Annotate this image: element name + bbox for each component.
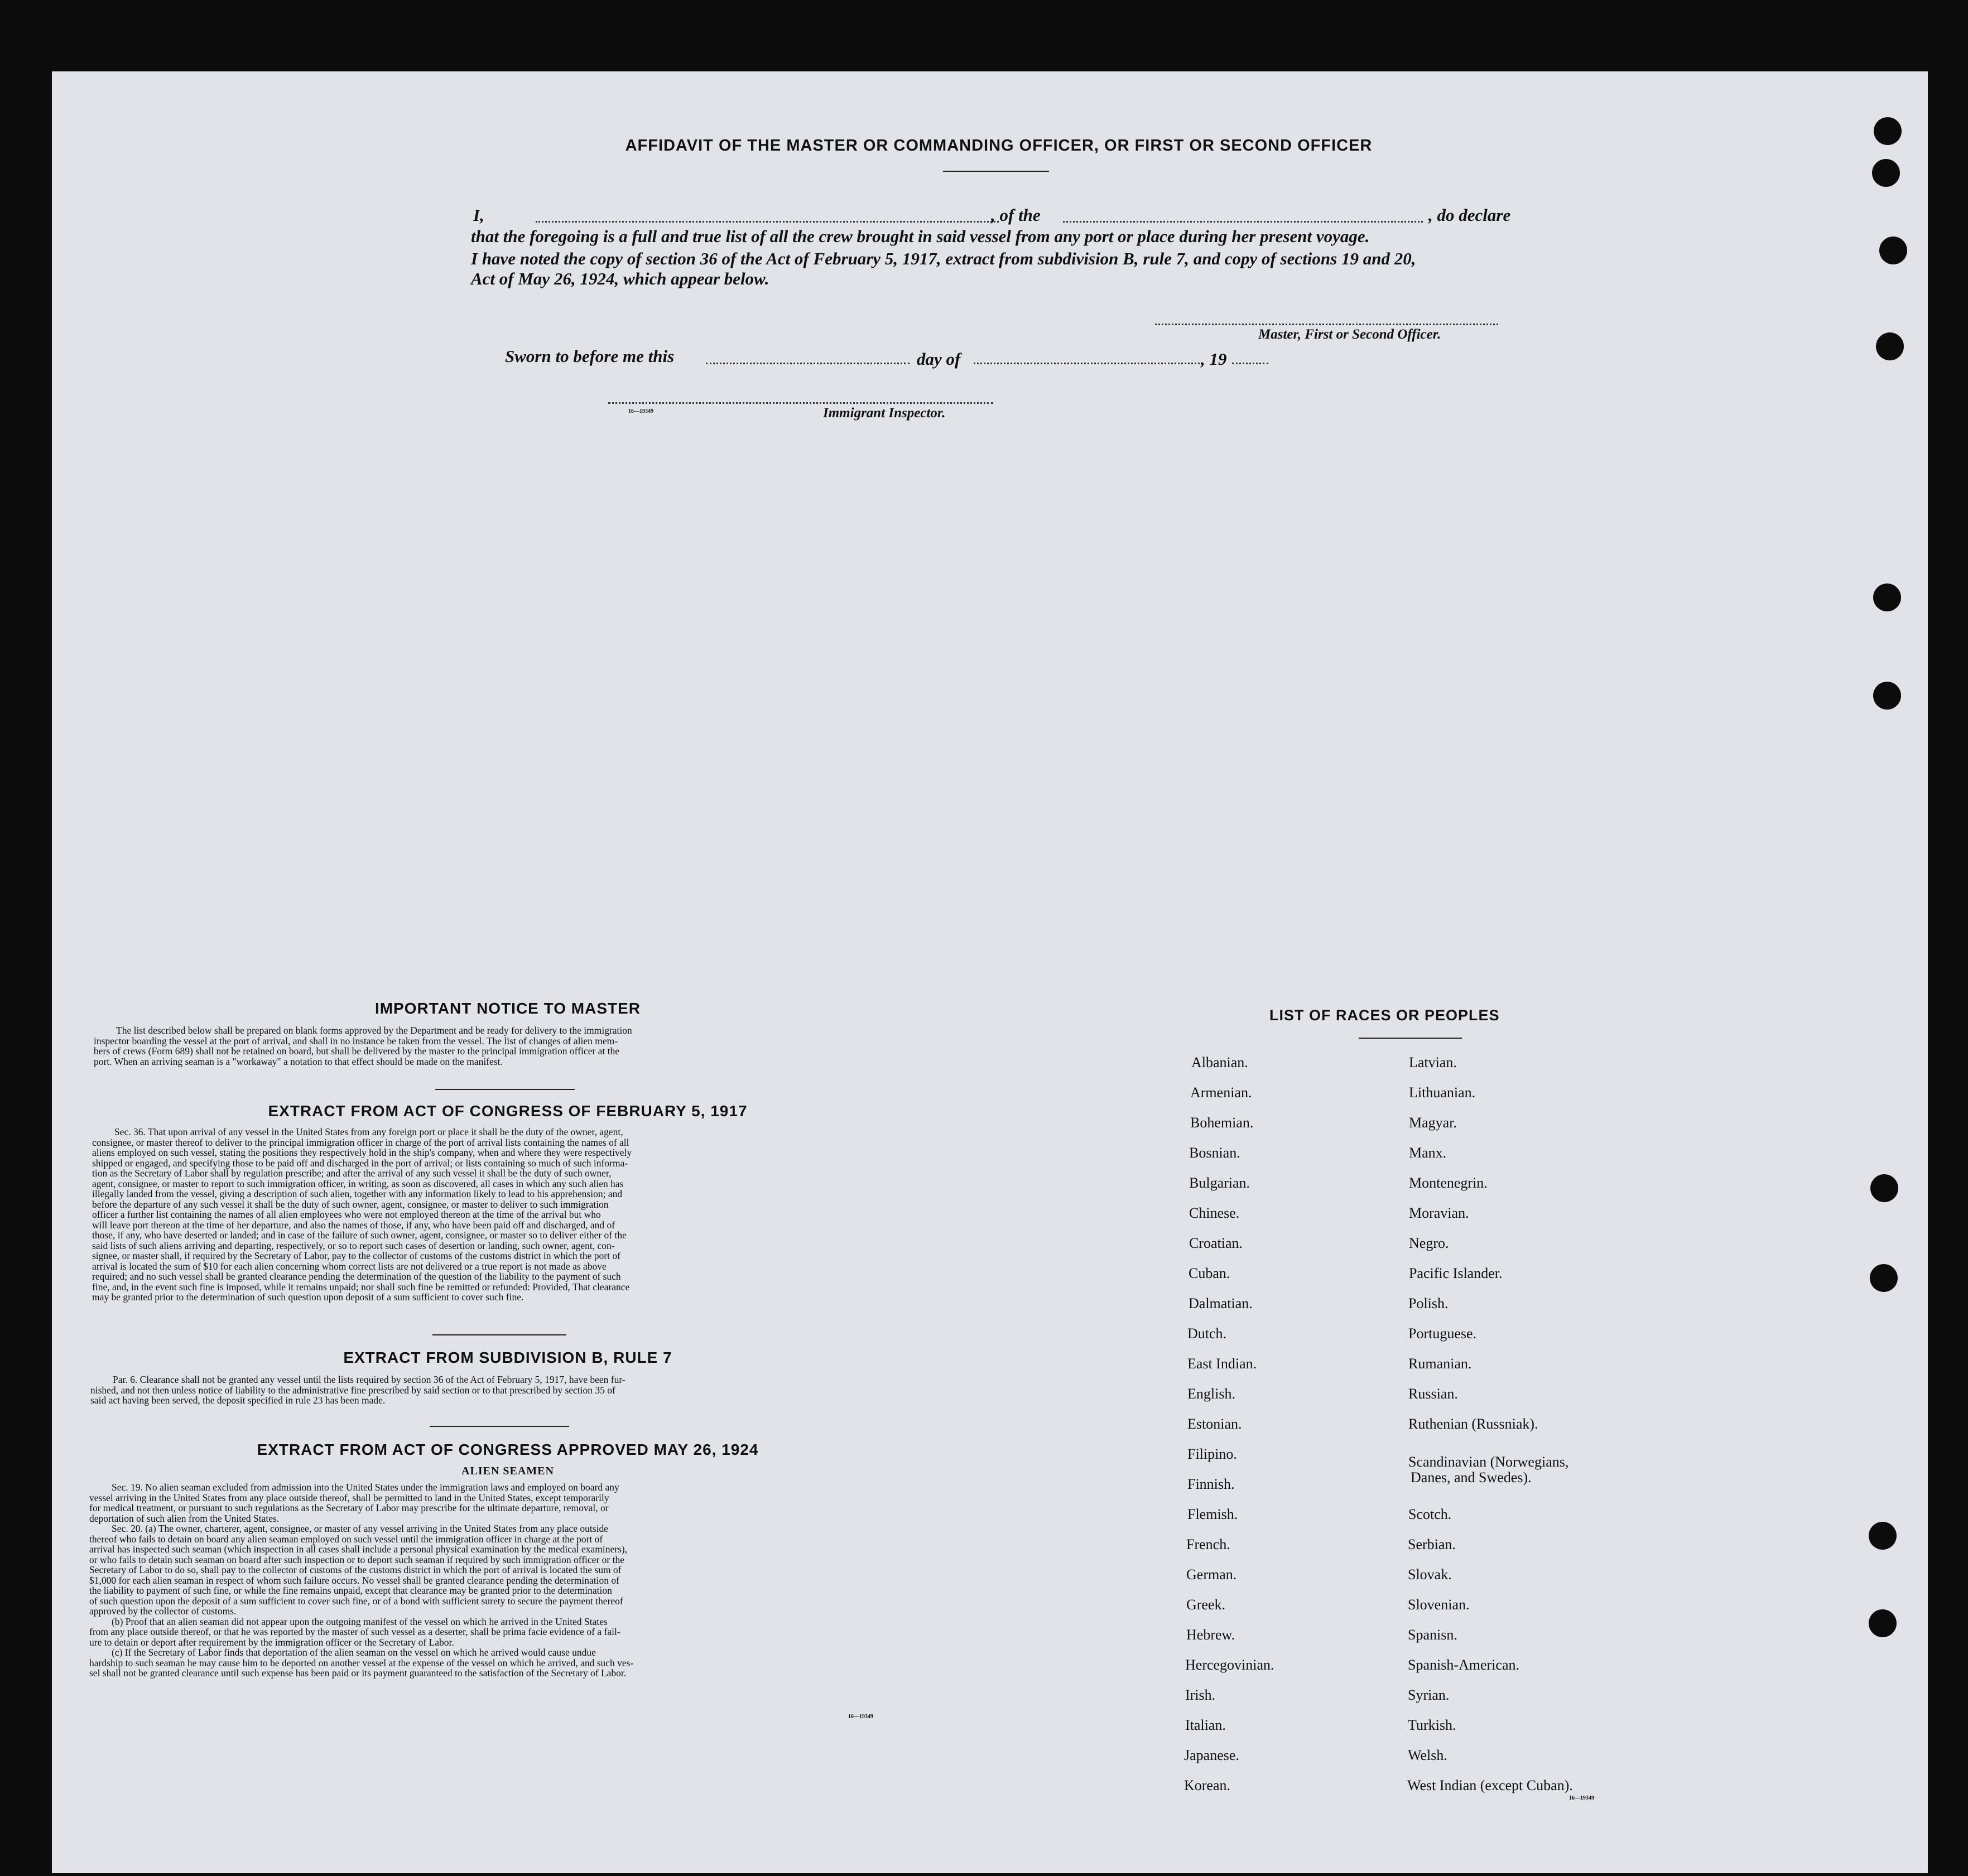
race-item: Bosnian. (1189, 1145, 1240, 1161)
race-item: Irish. (1185, 1687, 1216, 1703)
extract-line: sel shall not be granted clearance until such expense has been paid or its payment guaranteed to the satisfaction of the Secretary of Labor. (89, 1667, 627, 1679)
extract-1924-subtitle: ALIEN SEAMEN (461, 1465, 554, 1477)
extract-line: consignee, or master thereof to deliver to the principal immigration officer in charge of the port of arrival lists containing the names of all (92, 1136, 629, 1148)
master-signature-caption: Master, First or Second Officer. (1258, 327, 1441, 342)
extract-line: Par. 6. Clearance shall not be granted any vessel until the lists required by section 36 of the Act of February 5, 1917, have been fur- (113, 1374, 625, 1385)
punch-hole (1876, 332, 1904, 360)
race-item: Danes, and Swedes). (1411, 1469, 1532, 1486)
master-signature-line (1155, 324, 1498, 325)
extract-1924-body (89, 1482, 917, 1679)
divider (1359, 1038, 1462, 1039)
year-label: , 19 (1201, 349, 1227, 369)
year-blank-line (1232, 363, 1268, 364)
punch-hole (1869, 1522, 1897, 1550)
race-item: French. (1186, 1536, 1230, 1552)
declaration-line-3: I have noted the copy of section 36 of the Act of February 5, 1917, extract from subdivision B, rule 7, and copy of sections 19 and 20, (471, 249, 1416, 268)
race-item: Scandinavian (Norwegians, (1408, 1454, 1569, 1470)
race-item: Albanian. (1191, 1054, 1248, 1070)
extract-line: for medical treatment, or pursuant to such regulations as the Secretary of Labor may prescribe for the ultimate departure, removal, or (89, 1502, 609, 1513)
punch-hole (1870, 1264, 1898, 1292)
race-item: German. (1186, 1566, 1237, 1583)
extract-line: the liability to payment of such fine, or while the fine remains unpaid, except that clearance may be granted prior to the determination (89, 1585, 612, 1596)
inspector-caption: Immigrant Inspector. (823, 406, 946, 421)
race-item: Italian. (1185, 1717, 1226, 1733)
race-item: Polish. (1408, 1295, 1449, 1311)
extract-1917-title: EXTRACT FROM ACT OF CONGRESS OF FEBRUARY 5, 1917 (268, 1102, 748, 1120)
extract-line: Sec. 36. That upon arrival of any vessel in the United States from any foreign port or place it shall be the duty of the owner, agent, (114, 1126, 623, 1137)
notice-body (94, 1025, 918, 1067)
extract-line: arrival is located the sum of $10 for each alien concerning whom correct lists are not delivered or a true report is not made as above (92, 1260, 607, 1272)
notice-line: bers of crews (Form 689) shall not be retained on board, but shall be delivered by the master to the principal immigration officer at the (94, 1045, 619, 1057)
form-number: 16—19349 (628, 408, 653, 414)
punch-hole (1873, 682, 1901, 710)
extract-line: approved by the collector of customs. (89, 1605, 237, 1617)
race-item: Turkish. (1408, 1717, 1456, 1733)
race-item: Dalmatian. (1189, 1295, 1253, 1311)
race-item: Lithuanian. (1409, 1084, 1476, 1101)
extract-line: those, if any, who have deserted or landed; and in case of the failure of such owner, agent, consignee, or master so to deliver either of the (92, 1229, 627, 1241)
punch-hole (1873, 583, 1901, 611)
punch-hole (1872, 159, 1900, 187)
race-item: Russian. (1408, 1386, 1458, 1402)
day-blank-line (706, 363, 910, 364)
divider (430, 1426, 569, 1427)
extract-line: of such question upon the deposit of a sum sufficient to cover such fine, or of a bond with sufficient surety to secure the payment thereof (89, 1595, 623, 1607)
race-item: Ruthenian (Russniak). (1408, 1416, 1538, 1432)
punch-hole (1870, 1174, 1898, 1202)
sworn-label: Sworn to before me this (505, 346, 675, 366)
form-number: 16—19349 (1569, 1795, 1594, 1801)
race-item: Finnish. (1187, 1476, 1235, 1492)
extract-line: nished, and not then unless notice of liability to the administrative fine prescribed by said section or to that prescribed by section 35 of (90, 1384, 615, 1396)
extract-rule7-body (90, 1375, 917, 1406)
name-blank-line (536, 221, 999, 223)
race-item: Bulgarian. (1189, 1175, 1250, 1191)
race-item: Montenegrin. (1409, 1175, 1488, 1191)
race-item: Manx. (1409, 1145, 1447, 1161)
race-item: Spanisn. (1408, 1627, 1457, 1643)
day-of-label: day of (917, 349, 961, 369)
race-item: East Indian. (1187, 1356, 1257, 1372)
notice-line: The list described below shall be prepared on blank forms approved by the Department and be ready for delivery to the immigration (116, 1025, 632, 1036)
declaration-of-the: , of the (991, 205, 1041, 225)
extract-line: deportation of such alien from the United States. (89, 1512, 280, 1524)
race-item: Estonian. (1187, 1416, 1242, 1432)
race-item: Rumanian. (1408, 1356, 1472, 1372)
divider (435, 1089, 575, 1090)
race-item: West Indian (except Cuban). (1407, 1777, 1573, 1793)
race-item: Croatian. (1189, 1235, 1243, 1251)
punch-hole (1869, 1609, 1897, 1637)
race-item: Greek. (1186, 1597, 1226, 1613)
race-item: Latvian. (1409, 1054, 1457, 1070)
extract-line: Sec. 20. (a) The owner, charterer, agent, consignee, or master of any vessel arriving in the United States from any place outside (112, 1523, 608, 1534)
race-item: Moravian. (1409, 1205, 1469, 1221)
extract-line: or who fails to detain such seaman on board after such inspection or to deport such seaman if required by such immigration officer or the (89, 1554, 624, 1565)
extract-line: Secretary of Labor to do so, shall pay to the collector of customs of the customs district in which the port of arrival is located the sum of (89, 1564, 622, 1575)
form-number: 16—19349 (848, 1714, 873, 1720)
race-item: Dutch. (1187, 1325, 1227, 1342)
race-item: English. (1187, 1386, 1235, 1402)
extract-line: officer a further list containing the names of all alien employees who were not employed thereon at the time of the arrival but who (92, 1209, 601, 1220)
extract-line: $1,000 for each alien seaman in respect of whom such failure occurs. No vessel shall be granted clearance pending the determination of (89, 1574, 619, 1586)
race-item: Armenian. (1190, 1084, 1252, 1101)
extract-line: from any place outside thereof, or that he was reported by the master of such vessel as a deserter, shall be prima facie evidence of a fail- (89, 1626, 620, 1637)
extract-line: will leave port thereon at the time of her departure, and also the names of those, if any, who have been paid off and discharged, and of (92, 1219, 615, 1231)
extract-line: vessel arriving in the United States from any place outside thereof, shall be permitted to land in the United States, except temporarily (89, 1492, 609, 1503)
race-item: Slovenian. (1408, 1597, 1470, 1613)
extract-line: hardship to such seaman he may cause him to be deported on another vessel at the expense of the vessel on which he arrived, and such ves- (89, 1657, 634, 1668)
race-item: Pacific Islander. (1409, 1265, 1503, 1281)
extract-line: ure to detain or deport after requirement by the immigration officer or the Secretary of Labor. (89, 1636, 454, 1648)
race-item: Flemish. (1187, 1506, 1238, 1522)
race-item: Spanish-American. (1408, 1657, 1520, 1673)
extract-rule7-title: EXTRACT FROM SUBDIVISION B, RULE 7 (343, 1349, 672, 1366)
notice-line: port. When an arriving seaman is a "workaway" a notation to that effect should be made on the manifest. (94, 1055, 503, 1067)
notice-title: IMPORTANT NOTICE TO MASTER (374, 1000, 641, 1017)
race-item: Korean. (1184, 1777, 1231, 1793)
race-item: Hebrew. (1186, 1627, 1235, 1643)
declaration-line-2: that the foregoing is a full and true list of all the crew brought in said vessel from any port or place during her present voyage. (471, 226, 1370, 246)
race-item: Scotch. (1408, 1506, 1452, 1522)
race-item: Magyar. (1409, 1115, 1457, 1131)
declaration-i: I, (473, 205, 484, 225)
extract-line: said lists of such aliens arriving and departing, respectively, or so to report such cases of desertion or landing, such owner, agent, con- (92, 1240, 615, 1251)
race-item: Slovak. (1408, 1566, 1452, 1583)
race-item: Negro. (1409, 1235, 1449, 1251)
race-item: Chinese. (1189, 1205, 1240, 1221)
extract-line: Sec. 19. No alien seaman excluded from admission into the United States under the immigration laws and employed on board any (112, 1482, 619, 1493)
extract-line: before the departure of any such vessel it shall be the duty of such owner, agent, consignee, or master to deliver to such immigration (92, 1198, 609, 1210)
race-item: Welsh. (1408, 1747, 1447, 1763)
inspector-signature-line (608, 402, 993, 404)
race-item: Cuban. (1189, 1265, 1230, 1281)
extract-line: agent, consignee, or master to report to such immigration officer, in writing, as soon as discovered, all cases in which any such alien has (92, 1178, 624, 1189)
extract-line: may be granted prior to the determination of such question upon deposit of a sum sufficient to cover such fine. (92, 1291, 524, 1303)
affidavit-title: AFFIDAVIT OF THE MASTER OR COMMANDING OFFICER, OR FIRST OR SECOND OFFICER (625, 137, 1373, 155)
extract-line: thereof who fails to detain on board any alien seaman employed on such vessel until the immigration officer in charge at the port of (89, 1533, 603, 1545)
race-item: Portuguese. (1408, 1325, 1477, 1342)
extract-line: tion as the Secretary of Labor shall by regulation prescribe; and after the arrival of any such vessel it shall be the duty of such owner, (92, 1168, 612, 1179)
extract-line: signee, or master shall, if required by the Secretary of Labor, pay to the collector of customs of the customs district in which the port of (92, 1250, 620, 1261)
declaration-do-declare: , do declare (1428, 205, 1511, 225)
extract-line: aliens employed on such vessel, stating the positions they respectively hold in the ship's company, when and where they were respectively (92, 1147, 632, 1158)
extract-line: illegally landed from the vessel, giving a description of such alien, together with any information likely to lead to his apprehension; and (92, 1188, 623, 1199)
race-item: Bohemian. (1190, 1115, 1254, 1131)
extract-line: required; and no such vessel shall be granted clearance pending the determination of the question of the liability to the payment of such (92, 1271, 621, 1282)
extract-line: arrival has inspected such seaman (which inspection in all cases shall include a personal physical examination by the medical examiners), (89, 1544, 628, 1555)
race-item: Syrian. (1408, 1687, 1450, 1703)
extract-line: (b) Proof that an alien seaman did not appear upon the outgoing manifest of the vessel on which he arrived in the United States (112, 1615, 608, 1627)
vessel-blank-line (1063, 221, 1423, 223)
extract-line: said act having been served, the deposit specified in rule 23 has been made. (90, 1395, 386, 1406)
race-item: Japanese. (1184, 1747, 1239, 1763)
race-item: Filipino. (1187, 1446, 1237, 1462)
month-blank-line (974, 363, 1200, 364)
extract-line: (c) If the Secretary of Labor finds that deportation of the alien seaman on the vessel on which he arrived would cause undue (112, 1647, 596, 1658)
extract-line: fine, and, in the event such fine is imposed, while it remains unpaid; nor shall such fine be remitted or refunded: Provided, That clearance (92, 1281, 630, 1293)
extract-1917-body (92, 1127, 919, 1303)
punch-hole (1874, 117, 1902, 145)
divider (432, 1334, 566, 1335)
declaration-line-4: Act of May 26, 1924, which appear below. (471, 269, 769, 288)
divider (943, 171, 1049, 172)
extract-1924-title: EXTRACT FROM ACT OF CONGRESS APPROVED MAY 26, 1924 (257, 1441, 759, 1458)
race-item: Hercegovinian. (1185, 1657, 1274, 1673)
race-item: Serbian. (1408, 1536, 1456, 1552)
notice-line: inspector boarding the vessel at the port of arrival, and shall in no instance be taken from the vessel. The list of changes of alien mem- (94, 1035, 618, 1046)
punch-hole (1879, 237, 1907, 264)
races-title: LIST OF RACES OR PEOPLES (1269, 1007, 1500, 1024)
extract-line: shipped or engaged, and specifying those to be paid off and discharged in the port of arrival; or lists containing so much of such informa- (92, 1157, 628, 1169)
